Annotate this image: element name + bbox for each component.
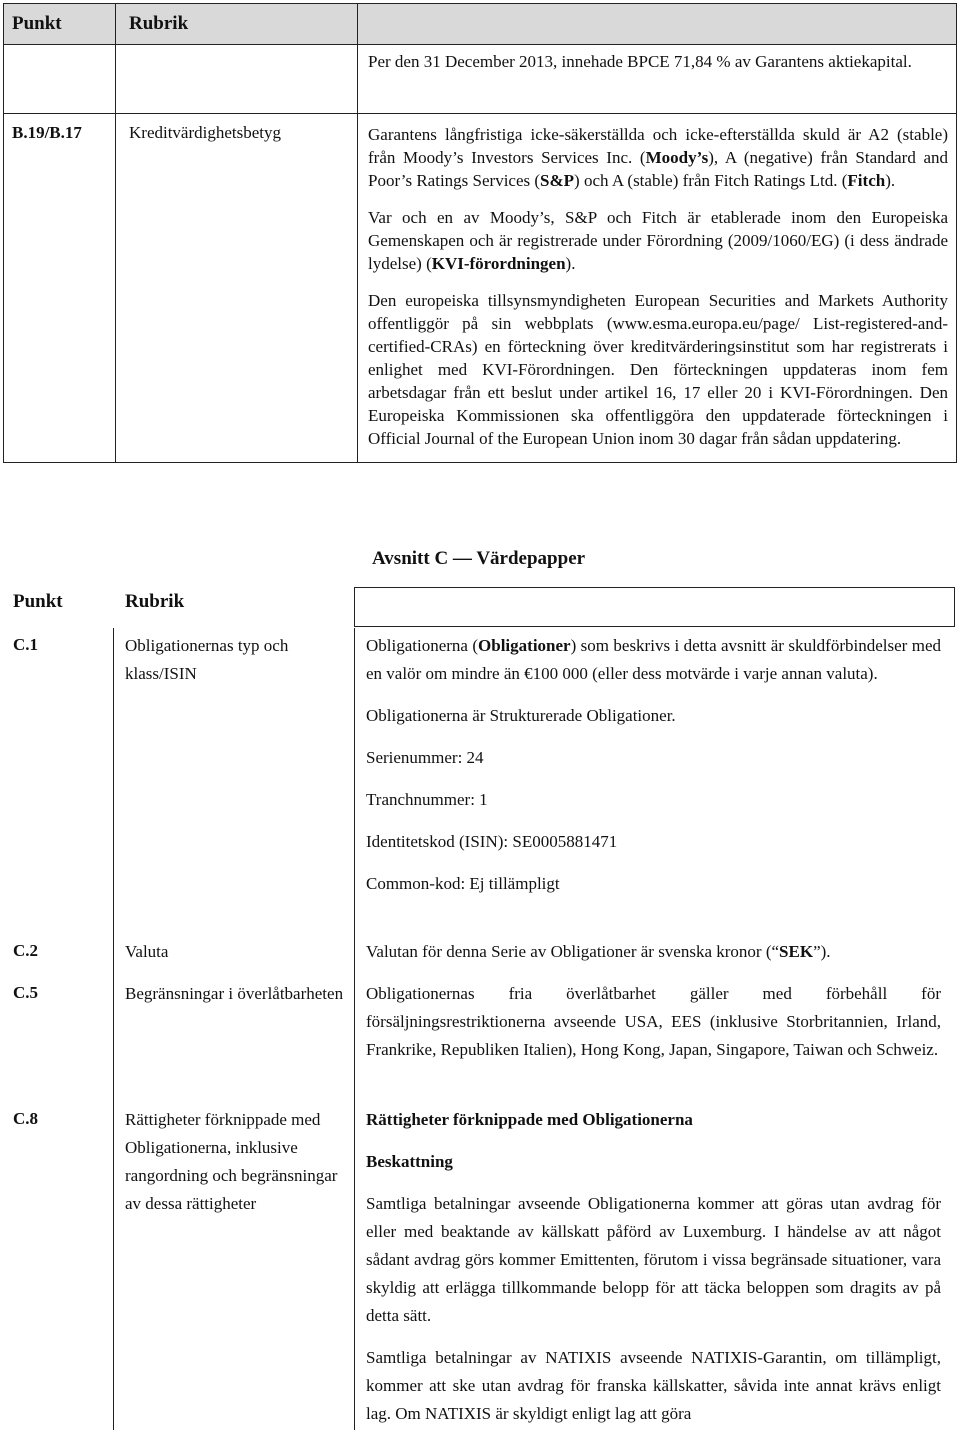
row-rubrik-b19: Kreditvärdighetsbetyg: [116, 114, 358, 463]
row-rubrik-c2: Valuta: [125, 942, 169, 961]
c2-text: Valutan för denna Serie av Obligationer är svenska kronor (“SEK”).: [366, 942, 831, 961]
c1-paragraph-2: Obligationerna är Strukturerade Obligationer.: [366, 706, 676, 725]
row-text-c2: [366, 938, 941, 966]
b19-paragraph-1: Garantens långfristiga icke-säkerställda och icke-efterställda skuld är A2 (stable) från Moody’s Investors Services Inc. (Moody’s), A (negative) från Standard and Poor’s Ratings Services (S&P) och A (stable) från Fitch Ratings Ltd. (Fitch).: [368, 125, 949, 190]
row-code-c5: C.5: [13, 983, 39, 1002]
c1-common-code: Common-kod: Ej tillämpligt: [366, 874, 560, 893]
b19-paragraph-2: Var och en av Moody’s, S&P och Fitch är etablerade inom den Europeiska Gemenskapen och är registrerade under Förordning (2009/1060/EG) (i dess ändrade lydelse) (KVI-förordningen).: [368, 208, 948, 273]
summary-table-b: [3, 3, 957, 463]
c8-paragraph-1: Samtliga betalningar avseende Obligationerna kommer att göras utan avdrag för eller med beaktande av källskatt påförd av Luxemburg. I händelse av att något sådant avdrag görs kommer Emittenten, förutom i vissa begränsade situationer, vara skyldig att erlägga tillkommande belopp för att täcka beloppen som dragits av på detta sätt.: [366, 1194, 941, 1325]
header-empty-cell: [358, 4, 957, 45]
c8-heading: Rättigheter förknippade med Obligationerna: [366, 1110, 693, 1129]
row-rubrik-c8: Rättigheter förknippade med Obligationerna, inklusive rangordning och begränsningar av dessa rättigheter: [125, 1110, 338, 1213]
header-punkt: Punkt: [12, 13, 62, 34]
row-code-c8: C.8: [13, 1109, 39, 1128]
header-rubrik-c: Rubrik: [125, 591, 185, 612]
c1-tranche-number: Tranchnummer: 1: [366, 790, 488, 809]
row-rubrik-c1: Obligationernas typ och klass/ISIN: [125, 636, 289, 683]
row-text-c8: [366, 1106, 941, 1428]
header-box: [354, 587, 955, 627]
continuation-text: Per den 31 December 2013, innehade BPCE 71,84 % av Garantens aktiekapital.: [368, 52, 912, 71]
header-rubrik: Rubrik: [129, 13, 189, 34]
table-header-row: [4, 4, 957, 45]
table-row-b19: [4, 114, 957, 463]
row-code-b19: B.19/B.17: [4, 114, 116, 463]
c8-paragraph-2: Samtliga betalningar av NATIXIS avseende NATIXIS-Garantin, om tillämpligt, kommer att ske utan avdrag för franska källskatter, såvida inte annat krävs enligt lag. Om NATIXIS är skyldigt enligt lag att göra: [366, 1348, 941, 1423]
column-divider-2: [354, 628, 355, 1430]
header-punkt-c: Punkt: [13, 591, 63, 612]
table-row-continuation: [4, 45, 957, 114]
table-header-row-c: [3, 587, 956, 627]
row-code-c1: C.1: [13, 635, 39, 654]
row-text-c5: Obligationernas fria överlåtbarhet gäller med förbehåll för försäljningsrestriktionerna avseende USA, EES (inklusive Storbritannien, Irland, Frankrike, Republiken Italien), Hong Kong, Japan, Singapore, Taiwan och Schweiz.: [366, 984, 941, 1059]
c1-series-number: Serienummer: 24: [366, 748, 484, 767]
row-code-c2: C.2: [13, 941, 39, 960]
c1-isin: Identitetskod (ISIN): SE0005881471: [366, 832, 618, 851]
column-divider-1: [113, 628, 114, 1430]
section-heading: Avsnitt C — Värdepapper: [372, 548, 586, 569]
row-rubrik-c5: Begränsningar i överlåtbarheten: [125, 984, 344, 1003]
c1-paragraph-1: Obligationerna (Obligationer) som beskrivs i detta avsnitt är skuldförbindelser med en valör om mindre än €100 000 (eller dess motvärde i varje annan valuta).: [366, 636, 941, 683]
c8-subheading: Beskattning: [366, 1152, 453, 1171]
b19-paragraph-3: Den europeiska tillsynsmyndigheten European Securities and Markets Authority offentliggör på sin webbplats (www.esma.europa.eu/page/ List-registered-and-certified-CRAs) en förteckning över kreditvärderingsinstitut som har registrerats i enlighet med KVI-Förordningen. Den förteckningen uppdateras inom fem arbetsdagar från ett beslut under artikel 16, 17 eller 20 i KVI-Förordningen. Den Europeiska Kommissionen ska offentliggöra den uppdaterade förteckningen i Official Journal of the European Union inom 30 dagar från sådan uppdatering.: [368, 291, 948, 448]
row-text-c1: [366, 632, 941, 898]
